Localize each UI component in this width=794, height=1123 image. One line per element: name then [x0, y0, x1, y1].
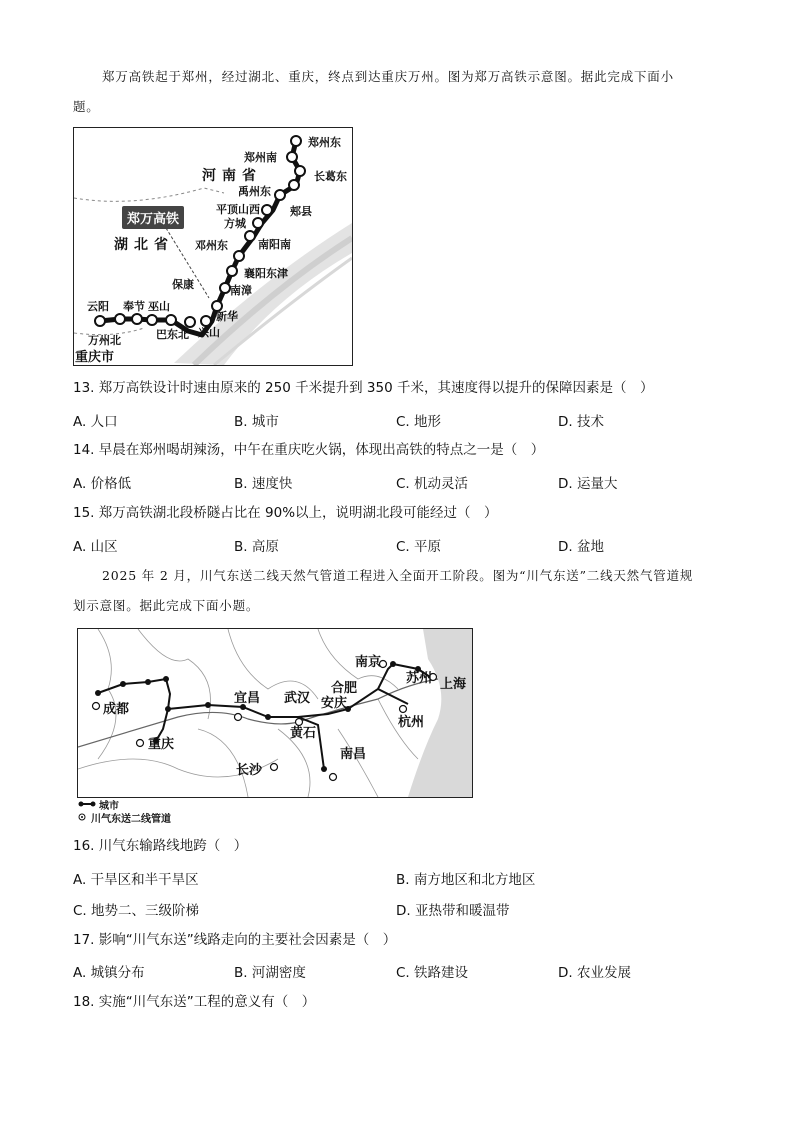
station-label: 襄阳东津: [244, 267, 288, 280]
station-label: 郑州东: [308, 136, 341, 149]
q13-option-a[interactable]: A. 人口: [73, 414, 118, 430]
station-label: 南阳南: [258, 238, 291, 251]
station-label: 新华: [216, 310, 238, 323]
q14-option-d[interactable]: D. 运量大: [558, 476, 618, 492]
station-label: 南漳: [230, 284, 252, 297]
station-label: 巴东北: [156, 328, 189, 341]
city-label: 合肥: [331, 681, 358, 696]
intro-2-line1: 2025 年 2 月，川气东送二线天然气管道工程进入全面开工阶段。图为“川气东送”二线天然气管道规: [102, 568, 694, 583]
question-14-stem: 14. 早晨在郑州喝胡辣汤，中午在重庆吃火锅，体现出高铁的特点之一是（ ）: [73, 442, 545, 458]
question-15-stem: 15. 郑万高铁湖北段桥隧占比在 90%以上，说明湖北段可能经过（ ）: [73, 505, 498, 521]
q17-option-b[interactable]: B. 河湖密度: [234, 965, 306, 981]
city-label: 南京: [355, 655, 382, 670]
station-label: 方城: [224, 217, 246, 230]
q16-option-a[interactable]: A. 干旱区和半干旱区: [73, 872, 199, 888]
station-label: 万州北: [88, 334, 121, 347]
city-label: 上海: [440, 677, 467, 692]
intro-1-line2: 题。: [73, 99, 100, 114]
q16-option-b[interactable]: B. 南方地区和北方地区: [396, 872, 536, 888]
q16-option-d[interactable]: D. 亚热带和暖温带: [396, 903, 510, 919]
q16-option-c[interactable]: C. 地势二、三级阶梯: [73, 903, 200, 919]
station-label: 邓州东: [195, 239, 228, 252]
legend-city-label: 城市: [99, 801, 119, 812]
province-chongqing: 重庆市: [75, 350, 115, 365]
intro-2-line2: 划示意图。据此完成下面小题。: [73, 598, 260, 613]
q17-option-d[interactable]: D. 农业发展: [558, 965, 631, 981]
province-hubei: 湖北省: [114, 237, 174, 253]
province-henan: 河南省: [202, 168, 262, 184]
city-label: 安庆: [321, 696, 348, 711]
q15-option-d[interactable]: D. 盆地: [558, 539, 604, 555]
station-label: 巫山: [148, 300, 170, 313]
station-label: 禹州东: [238, 185, 271, 198]
station-label: 兴山: [198, 326, 220, 339]
city-label: 苏州: [406, 671, 433, 686]
question-16-stem: 16. 川气东输路线地跨（ ）: [73, 838, 248, 854]
station-label: 平顶山西: [216, 203, 260, 216]
station-label: 云阳: [87, 300, 109, 313]
intro-1-line1: 郑万高铁起于郑州，经过湖北、重庆，终点到达重庆万州。图为郑万高铁示意图。据此完成下面小: [102, 69, 674, 84]
legend-city-swatch: [77, 799, 97, 809]
gas-pipeline-map: [77, 628, 473, 798]
station-label: 长葛东: [314, 170, 347, 183]
city-label: 武汉: [284, 691, 311, 706]
q15-option-b[interactable]: B. 高原: [234, 539, 279, 555]
station-label: 保康: [172, 278, 194, 291]
hsr-name-badge: 郑万高铁: [122, 206, 184, 229]
q14-option-b[interactable]: B. 速度快: [234, 476, 293, 492]
city-label: 宜昌: [234, 691, 261, 706]
city-label: 杭州: [398, 715, 425, 730]
city-label: 成都: [103, 702, 130, 717]
zhengwan-hsr-map: [73, 127, 353, 366]
question-13-stem: 13. 郑万高铁设计时速由原来的 250 千米提升到 350 千米，其速度得以提升的保障因素是（ ）: [73, 380, 654, 396]
station-label: 奉节: [123, 300, 145, 313]
q15-option-a[interactable]: A. 山区: [73, 539, 118, 555]
q17-option-a[interactable]: A. 城镇分布: [73, 965, 145, 981]
question-18-stem: 18. 实施“川气东送”工程的意义有（ ）: [73, 994, 316, 1010]
q17-option-c[interactable]: C. 铁路建设: [396, 965, 469, 981]
q13-option-d[interactable]: D. 技术: [558, 414, 604, 430]
question-17-stem: 17. 影响“川气东送”线路走向的主要社会因素是（ ）: [73, 932, 397, 948]
q15-option-c[interactable]: C. 平原: [396, 539, 442, 555]
city-label: 南昌: [340, 747, 367, 762]
city-label: 重庆: [148, 737, 175, 752]
station-label: 郑州南: [244, 151, 277, 164]
q13-option-c[interactable]: C. 地形: [396, 414, 442, 430]
station-label: 郏县: [290, 205, 312, 218]
q13-option-b[interactable]: B. 城市: [234, 414, 279, 430]
q14-option-a[interactable]: A. 价格低: [73, 476, 132, 492]
legend-pipeline-label: 川气东送二线管道: [91, 814, 171, 825]
city-label: 黄石: [290, 726, 317, 741]
city-label: 长沙: [236, 763, 263, 778]
q14-option-c[interactable]: C. 机动灵活: [396, 476, 469, 492]
